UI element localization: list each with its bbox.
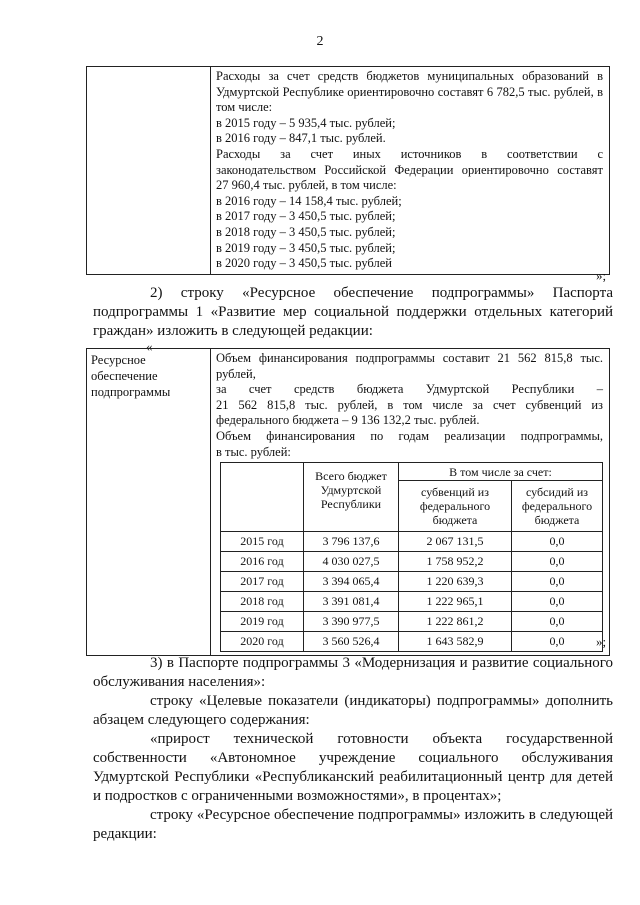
subsidies-cell: 0,0: [512, 592, 603, 612]
header-total: Всего бюджет Удмуртской Республики: [304, 463, 399, 532]
text-line: Расходы за счет средств бюджетов муниципальных образований в: [216, 69, 603, 83]
text-line: в 2016 году – 847,1 тыс. рублей.: [216, 131, 386, 146]
table-row: [221, 612, 603, 632]
total-cell: 4 030 027,5: [304, 552, 399, 572]
total-cell: 3 390 977,5: [304, 612, 399, 632]
item3-line9: строку «Ресурсное обеспечение подпрограммы» изложить в следующей: [150, 807, 613, 823]
empty-label-cell: [87, 67, 211, 275]
closing-quote: »;: [596, 634, 607, 649]
expenses-table-continuation: [86, 66, 610, 275]
item3-line7: Удмуртской Республики «Республиканский реабилитационный центр для детей: [93, 769, 613, 785]
text-line: за счет средств бюджета Удмуртской Республики –: [216, 382, 603, 397]
table-row: [221, 552, 603, 572]
text-line: в тыс. рублей:: [216, 444, 291, 459]
item2-line3: граждан» изложить в следующей редакции:: [93, 323, 373, 339]
subsidies-cell: 0,0: [512, 632, 603, 652]
item3-line1: 3) в Паспорте подпрограммы 3 «Модернизация и развитие социального: [150, 655, 613, 671]
subventions-cell: 1 222 965,1: [399, 592, 512, 612]
year-cell: 2017 год: [221, 572, 304, 592]
subsidies-cell: 0,0: [512, 532, 603, 552]
subsidies-cell: 0,0: [512, 552, 603, 572]
resource-label-cell: Ресурсное обеспечение подпрограммы: [87, 349, 211, 656]
year-cell: 2016 год: [221, 552, 304, 572]
text-line: Удмуртской Республике ориентировочно составят 6 782,5 тыс. рублей, в: [216, 84, 603, 99]
text-line: в 2018 году – 3 450,5 тыс. рублей;: [216, 224, 396, 239]
total-cell: 3 560 526,4: [304, 632, 399, 652]
text-line: Объем финансирования по годам реализации подпрограммы,: [216, 428, 603, 443]
header-subsidies: субсидий из федерального бюджета: [512, 481, 603, 532]
item3-line2: обслуживания населения»:: [93, 674, 266, 690]
text-line: 21 562 815,8 тыс. рублей, в том числе за счет субвенций из: [216, 397, 603, 412]
item2-line2: подпрограммы 1 «Развитие мер социальной поддержки отдельных категорий: [93, 304, 613, 320]
year-cell: 2019 год: [221, 612, 304, 632]
table-row: [221, 572, 603, 592]
text-line: законодательством Российской Федерации ориентировочно составят: [216, 162, 603, 177]
text-line: в 2016 году – 14 158,4 тыс. рублей;: [216, 193, 402, 208]
text-line: Расходы за счет иных источников в соответствии с: [216, 146, 603, 161]
text-line: в 2020 году – 3 450,5 тыс. рублей: [216, 256, 392, 271]
text-line: в 2019 году – 3 450,5 тыс. рублей;: [216, 240, 396, 255]
funding-by-year-table: [220, 462, 603, 652]
item2-line1: 2) строку «Ресурсное обеспечение подпрограммы» Паспорта: [150, 285, 613, 301]
subventions-cell: 2 067 131,5: [399, 532, 512, 552]
item3-line4: абзацем следующего содержания:: [93, 712, 310, 728]
text-line: в 2017 году – 3 450,5 тыс. рублей;: [216, 209, 396, 224]
subventions-cell: 1 222 861,2: [399, 612, 512, 632]
subventions-cell: 1 220 639,3: [399, 572, 512, 592]
total-cell: 3 796 137,6: [304, 532, 399, 552]
resource-text-cell: [211, 349, 610, 656]
text-line: в 2015 году – 5 935,4 тыс. рублей;: [216, 115, 396, 130]
item3-line10: редакции:: [93, 826, 157, 842]
table-row: [221, 592, 603, 612]
text-line: Объем финансирования подпрограммы составит 21 562 815,8 тыс. рублей,: [216, 351, 603, 381]
header-subventions: субвенций из федерального бюджета: [399, 481, 512, 532]
subsidies-cell: 0,0: [512, 612, 603, 632]
subventions-cell: 1 643 582,9: [399, 632, 512, 652]
text-line: 27 960,4 тыс. рублей, в том числе:: [216, 178, 397, 193]
total-cell: 3 391 081,4: [304, 592, 399, 612]
subsidies-cell: 0,0: [512, 572, 603, 592]
text-line: том числе:: [216, 100, 273, 115]
expenses-text-cell: [211, 67, 610, 275]
header-year-empty: [221, 463, 304, 532]
page-number: 2: [316, 34, 324, 49]
subventions-cell: 1 758 952,2: [399, 552, 512, 572]
resource-provision-table: [86, 348, 610, 656]
total-cell: 3 394 065,4: [304, 572, 399, 592]
item3-line5: «прирост технической готовности объекта государственной: [150, 731, 613, 747]
item3-line6: собственности «Автономное учреждение социального обслуживания: [93, 750, 613, 766]
text-line: федерального бюджета – 9 136 132,2 тыс. рублей.: [216, 413, 480, 428]
year-cell: 2020 год: [221, 632, 304, 652]
year-cell: 2018 год: [221, 592, 304, 612]
closing-quote: »;: [596, 268, 607, 283]
table-row: [221, 532, 603, 552]
header-including: В том числе за счет:: [399, 463, 603, 481]
table-row: [221, 632, 603, 652]
year-cell: 2015 год: [221, 532, 304, 552]
item3-line3: строку «Целевые показатели (индикаторы) подпрограммы» дополнить: [150, 693, 613, 709]
opening-quote: «: [146, 339, 153, 354]
item3-line8: и подростков с ограниченными возможностями», в процентах»;: [93, 788, 502, 804]
